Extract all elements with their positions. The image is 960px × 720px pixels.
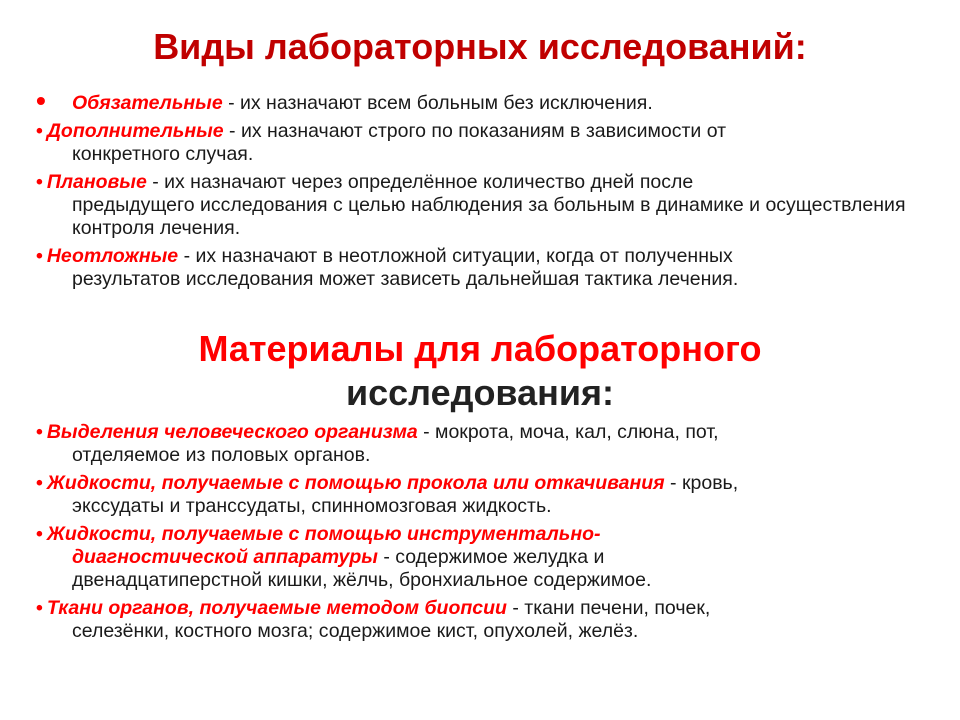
bullet-icon: •: [36, 523, 43, 545]
types-list: [36, 85, 936, 296]
item-text: - их назначают в неотложной ситуации, когда от полученных: [178, 245, 733, 267]
item-text: - их назначают строго по показаниям в зависимости от: [223, 120, 727, 142]
bullet-icon: •: [36, 120, 43, 142]
item-text: - их назначают всем больным без исключения.: [222, 92, 653, 114]
item-text: - мокрота, моча, кал, слюна, пот,: [417, 421, 719, 443]
item-term: Обязательные: [72, 92, 223, 114]
item-continuation: двенадцатиперстной кишки, жёлчь, бронхиальное содержимое.: [72, 569, 652, 591]
item-continuation: экссудаты и транссудаты, спинномозговая жидкость.: [72, 495, 552, 517]
list-item: [36, 85, 936, 116]
heading-materials-line2: исследования:: [346, 372, 614, 413]
item-term: Плановые: [46, 171, 147, 193]
item-term: Неотложные: [46, 245, 179, 267]
bullet-icon: •: [36, 597, 43, 619]
item-continuation: результатов исследования может зависеть дальнейшая тактика лечения.: [72, 268, 739, 290]
bullet-icon: •: [36, 85, 46, 116]
bullet-icon: •: [36, 472, 43, 494]
heading-types: Виды лабораторных исследований:: [153, 26, 807, 67]
list-item: [36, 120, 936, 166]
item-term: Жидкости, получаемые с помощью прокола или откачивания: [46, 472, 665, 494]
item-continuation: отделяемое из половых органов.: [72, 444, 371, 466]
item-continuation: [36, 546, 936, 569]
materials-list: [36, 421, 936, 648]
list-item: [36, 245, 936, 291]
item-continuation: предыдущего исследования с целью наблюдения за больным в динамике и осуществления контроля лечения.: [72, 194, 906, 239]
list-item: [36, 472, 936, 518]
bullet-icon: •: [36, 245, 43, 267]
item-continuation: селезёнки, костного мозга; содержимое кист, опухолей, желёз.: [72, 620, 639, 642]
item-text: - их назначают через определённое количество дней после: [146, 171, 694, 193]
item-term: Жидкости, получаемые с помощью инструментально-: [46, 523, 601, 545]
item-text: - содержимое желудка и: [377, 546, 605, 568]
item-term: Ткани органов, получаемые методом биопсии: [46, 597, 507, 619]
bullet-icon: •: [36, 171, 43, 193]
heading-materials: [0, 327, 960, 415]
item-continuation: конкретного случая.: [72, 143, 254, 165]
item-term-continued: диагностической аппаратуры: [72, 546, 378, 568]
list-item: [36, 421, 936, 467]
list-item: [36, 597, 936, 643]
bullet-icon: •: [36, 421, 43, 443]
heading-materials-line1: Материалы для лабораторного: [198, 328, 762, 369]
item-term: Выделения человеческого организма: [46, 421, 418, 443]
list-item: [36, 171, 936, 240]
item-term: Дополнительные: [46, 120, 224, 142]
list-item: [36, 523, 936, 592]
item-text: - ткани печени, почек,: [506, 597, 711, 619]
item-text: - кровь,: [664, 472, 739, 494]
